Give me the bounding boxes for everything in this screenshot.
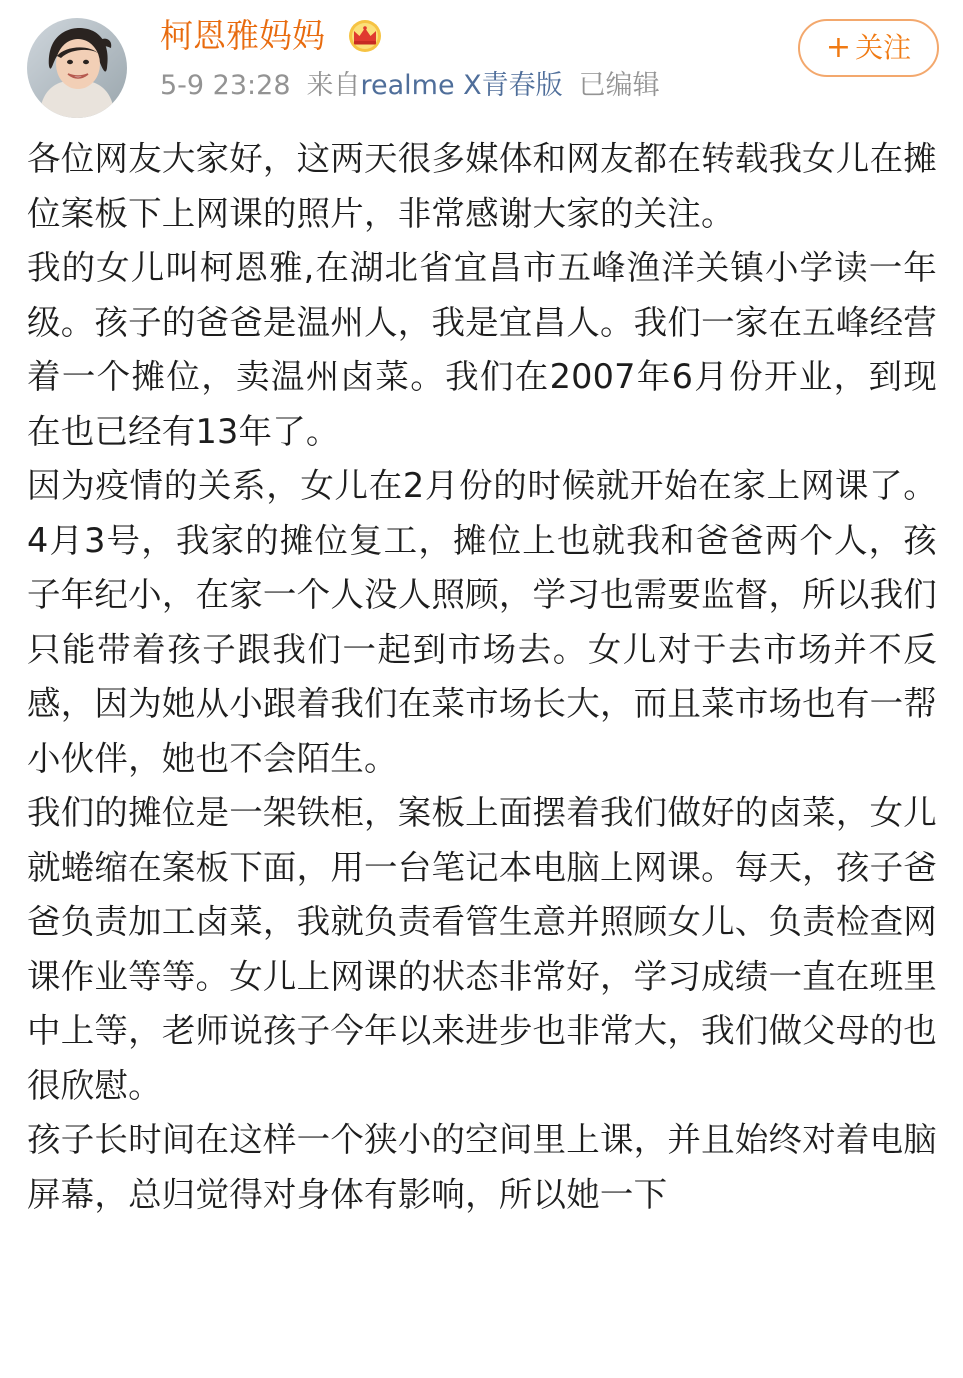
post-paragraph: 因为疫情的关系，女儿在2月份的时候就开始在家上网课了。4月3号，我家的摊位复工，摊位上也就我和爸爸两个人，孩子年纪小，在家一个人没人照顾，学习也需要监督，所以我们只能带着孩子跟我们一起到市场去。女儿对于去市场并不反感，因为她从小跟着我们在菜市场长大，而且菜市场也有一帮小伙伴，她也不会陌生。	[27, 466, 937, 778]
follow-label: 关注	[855, 31, 912, 64]
plus-icon: +	[825, 30, 852, 65]
post-time: 5-9 23:28	[160, 70, 291, 101]
follow-button[interactable]	[798, 19, 939, 77]
post-paragraph: 各位网友大家好，这两天很多媒体和网友都在转载我女儿在摊位案板下上网课的照片，非常感谢大家的关注。	[27, 139, 937, 233]
post-content	[27, 132, 937, 1378]
post-paragraph: 我们的摊位是一架铁柜，案板上面摆着我们做好的卤菜，女儿就蜷缩在案板下面，用一台笔记本电脑上网课。每天，孩子爸爸负责加工卤菜，我就负责看管生意并照顾女儿、负责检查网课作业等等。女儿上网课的状态非常好，学习成绩一直在班里中上等，老师说孩子今年以来进步也非常大，我们做父母的也很欣慰。	[27, 793, 937, 1105]
avatar-photo-icon	[27, 18, 127, 118]
post-meta	[160, 68, 660, 104]
post-paragraph: 孩子长时间在这样一个狭小的空间里上课，并且始终对着电脑屏幕，总归觉得对身体有影响，所以她一下	[27, 1120, 937, 1214]
author-avatar[interactable]	[27, 18, 127, 118]
edited-label[interactable]: 已编辑	[578, 70, 660, 101]
author-name[interactable]: 柯恩雅妈妈	[160, 16, 325, 55]
post-header	[0, 0, 963, 120]
source-device-link[interactable]: realme X青春版	[360, 70, 563, 101]
crown-icon	[346, 19, 384, 53]
source-label: 来自	[306, 70, 361, 101]
post-paragraph: 我的女儿叫柯恩雅,在湖北省宜昌市五峰渔洋关镇小学读一年级。孩子的爸爸是温州人，我是宜昌人。我们一家在五峰经营着一个摊位，卖温州卤菜。我们在2007年6月份开业，到现在也已经有13年了。	[27, 248, 937, 451]
